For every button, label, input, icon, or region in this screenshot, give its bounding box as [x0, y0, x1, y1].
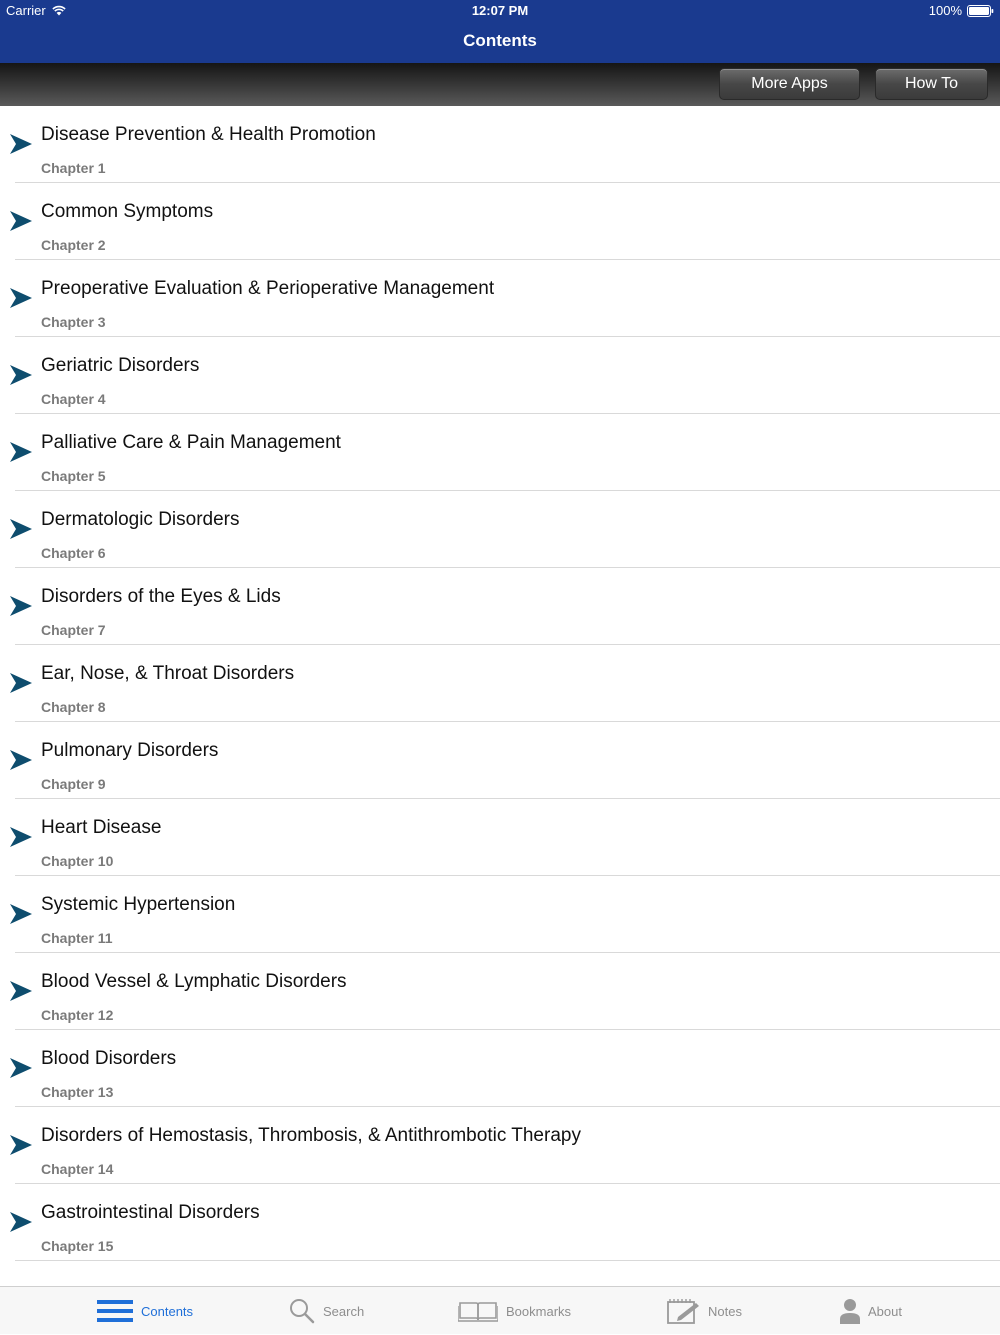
- tab-contents-label: Contents: [141, 1303, 194, 1319]
- chapter-title: Pulmonary Disorders: [41, 740, 219, 761]
- chapter-number: Chapter 6: [41, 545, 106, 561]
- chapter-number: Chapter 1: [41, 160, 106, 176]
- chapter-title: Ear, Nose, & Throat Disorders: [41, 663, 295, 684]
- chevron-right-icon: [9, 748, 33, 772]
- chapter-row[interactable]: [0, 260, 1000, 337]
- chapter-title: Palliative Care & Pain Management: [41, 432, 341, 453]
- chevron-right-icon: [9, 825, 33, 849]
- chapter-number: Chapter 3: [41, 314, 106, 330]
- battery-icon: [967, 5, 994, 17]
- chapter-row[interactable]: [0, 876, 1000, 953]
- chevron-right-icon: [9, 671, 33, 695]
- chapter-number: Chapter 15: [41, 1238, 114, 1254]
- battery-percent: 100%: [928, 3, 962, 18]
- chapter-row[interactable]: [0, 106, 1000, 183]
- chevron-right-icon: [9, 440, 33, 464]
- chapter-list: [0, 106, 1000, 1286]
- chapter-row[interactable]: [0, 568, 1000, 645]
- toolbar: [0, 63, 1000, 106]
- search-icon: [289, 1298, 315, 1324]
- chevron-right-icon: [9, 286, 33, 310]
- chevron-right-icon: [9, 1133, 33, 1157]
- tab-about-label: About: [868, 1303, 902, 1319]
- chapter-row[interactable]: [0, 799, 1000, 876]
- tab-bookmarks[interactable]: [458, 1287, 571, 1335]
- chapter-row[interactable]: [0, 491, 1000, 568]
- chapter-title: Blood Vessel & Lymphatic Disorders: [41, 971, 347, 992]
- tab-bar: [0, 1286, 1000, 1334]
- how-to-button[interactable]: How To: [875, 68, 988, 100]
- chapter-row[interactable]: [0, 645, 1000, 722]
- chevron-right-icon: [9, 979, 33, 1003]
- chapter-row[interactable]: [0, 1107, 1000, 1184]
- chapter-number: Chapter 14: [41, 1161, 114, 1177]
- tab-notes-label: Notes: [708, 1303, 742, 1319]
- carrier-label: Carrier: [6, 3, 46, 18]
- chapter-title: Gastrointestinal Disorders: [41, 1202, 260, 1223]
- row-divider: [15, 1260, 1000, 1261]
- chapter-number: Chapter 13: [41, 1084, 114, 1100]
- chevron-right-icon: [9, 209, 33, 233]
- chapter-number: Chapter 11: [41, 930, 113, 946]
- more-apps-button[interactable]: More Apps: [719, 68, 860, 100]
- chevron-right-icon: [9, 902, 33, 926]
- tab-bookmarks-label: Bookmarks: [506, 1303, 572, 1319]
- battery-indicator: [929, 3, 994, 18]
- chevron-right-icon: [9, 1210, 33, 1234]
- book-icon: [458, 1300, 498, 1322]
- tab-search[interactable]: [289, 1287, 364, 1335]
- chapter-title: Blood Disorders: [41, 1048, 177, 1069]
- tab-about[interactable]: [840, 1287, 902, 1335]
- chapter-number: Chapter 9: [41, 776, 106, 792]
- chevron-right-icon: [9, 363, 33, 387]
- chapter-number: Chapter 2: [41, 237, 106, 253]
- tab-search-label: Search: [323, 1303, 365, 1319]
- chevron-right-icon: [9, 132, 33, 156]
- chapter-row[interactable]: [0, 722, 1000, 799]
- chapter-row[interactable]: [0, 1184, 1000, 1261]
- chapter-number: Chapter 5: [41, 468, 106, 484]
- chapter-row[interactable]: [0, 1030, 1000, 1107]
- tab-notes[interactable]: [666, 1287, 742, 1335]
- chapter-number: Chapter 10: [41, 853, 114, 869]
- chapter-row[interactable]: [0, 337, 1000, 414]
- page-title: Contents: [463, 31, 537, 50]
- chapter-row[interactable]: [0, 414, 1000, 491]
- chapter-number: Chapter 12: [41, 1007, 114, 1023]
- person-icon: [840, 1298, 860, 1324]
- chapter-row[interactable]: [0, 953, 1000, 1030]
- chapter-title: Systemic Hypertension: [41, 894, 236, 915]
- chapter-number: Chapter 7: [41, 622, 106, 638]
- chapter-title: Disorders of the Eyes & Lids: [41, 586, 281, 607]
- chevron-right-icon: [9, 517, 33, 541]
- chapter-title: Disease Prevention & Health Promotion: [41, 124, 376, 145]
- chapter-title: Common Symptoms: [41, 201, 214, 222]
- tab-contents[interactable]: [97, 1287, 193, 1335]
- chevron-right-icon: [9, 594, 33, 618]
- chapter-row[interactable]: [0, 183, 1000, 260]
- chapter-title: Preoperative Evaluation & Perioperative Management: [41, 278, 495, 299]
- list-icon: [97, 1299, 133, 1323]
- notepad-icon: [666, 1297, 700, 1325]
- chapter-title: Dermatologic Disorders: [41, 509, 240, 530]
- chapter-number: Chapter 8: [41, 699, 106, 715]
- navigation-bar: [0, 22, 1000, 63]
- chapter-title: Disorders of Hemostasis, Thrombosis, & Antithrombotic Therapy: [41, 1125, 581, 1146]
- chapter-title: Heart Disease: [41, 817, 162, 838]
- chapter-title: Geriatric Disorders: [41, 355, 200, 376]
- status-bar: [0, 0, 1000, 22]
- chevron-right-icon: [9, 1056, 33, 1080]
- clock: 12:07 PM: [471, 3, 529, 18]
- chapter-number: Chapter 4: [41, 391, 106, 407]
